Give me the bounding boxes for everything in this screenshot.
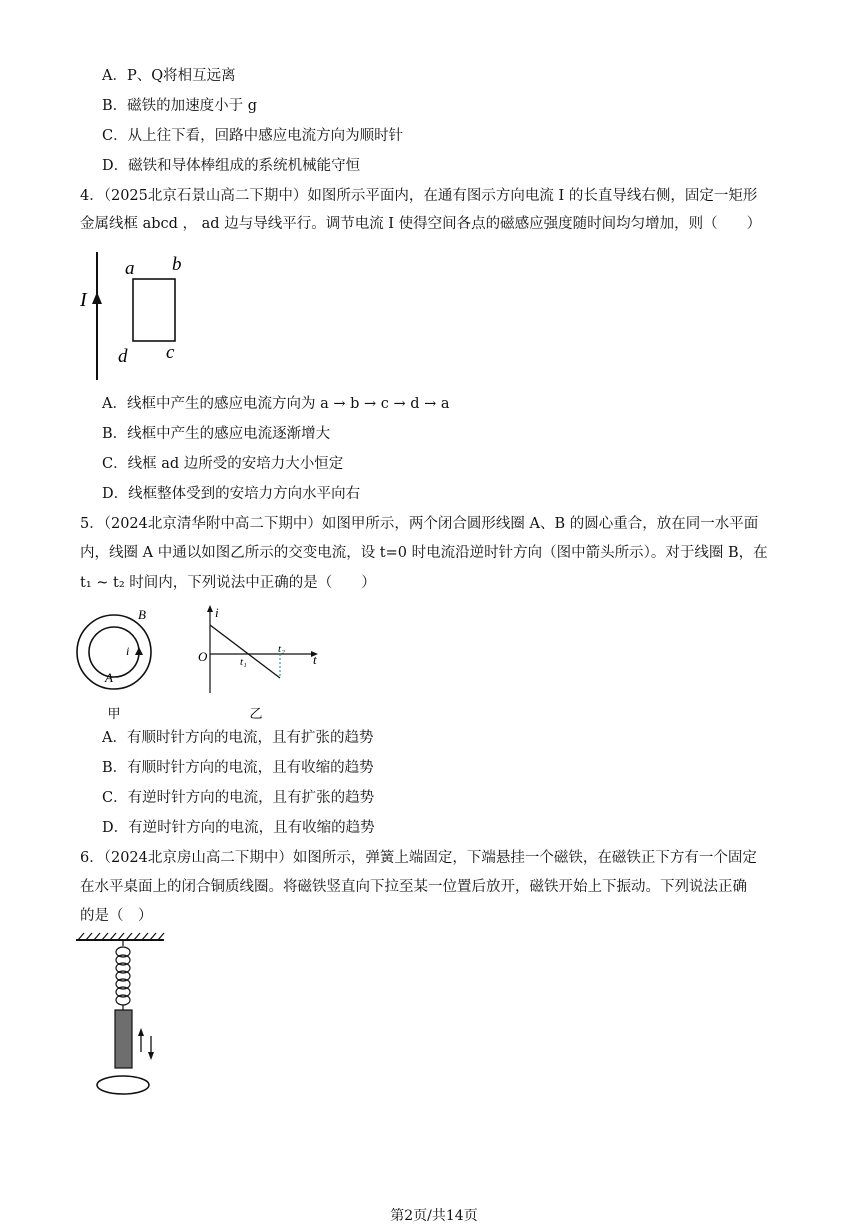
q5-option-d: D．有逆时针方向的电流，且有收缩的趋势 [102,820,375,836]
q4-stem-line2: 金属线框 abcd ， ad 边与导线平行。调节电流 I 使得空间各点的磁感应强度随时间均匀增加，则（ ） [80,216,762,232]
q5-stem-line2: 内，线圈 A 中通以如图乙所示的交变电流，设 t=0 时电流沿逆时针方向（图中箭头所示）。对于线圈 B，在 [80,545,768,561]
up-arrow-icon [138,1028,144,1036]
coil-a [89,627,139,677]
option-prev-c: C．从上往下看，回路中感应电流方向为顺时针 [102,128,404,144]
q4-option-b: B．线框中产生的感应电流逐渐增大 [102,426,331,442]
label-coil-a: A [105,670,113,685]
label-t2: t₂ [278,643,285,655]
q6-stem-line2: 在水平桌面上的闭合铜质线圈。将磁铁竖直向下拉至某一位置后放开，磁铁开始上下振动。下列说法正确 [80,879,747,895]
label-d: d [118,346,128,367]
label-axis-t: t [313,652,317,667]
magnet [115,1010,132,1068]
q5-option-a: A．有顺时针方向的电流，且有扩张的趋势 [102,730,374,746]
option-prev-d: D．磁铁和导体棒组成的系统机械能守恒 [102,158,361,174]
q5-stem-line1: 5．（2024北京清华附中高二下期中）如图甲所示，两个闭合圆形线圈 A、B 的圆心重合，放在同一水平面 [80,516,759,532]
q5-figure-graph [196,605,336,720]
option-prev-b: B．磁铁的加速度小于 g [102,98,258,114]
q4-option-c: C．线框 ad 边所受的安培力大小恒定 [102,456,344,472]
wire-frame [133,279,175,341]
label-current-i: I [80,289,87,311]
label-b: b [172,254,182,275]
label-t1: t₁ [240,656,247,668]
copper-coil [97,1076,149,1094]
q4-stem-line1: 4．（2025北京石景山高二下期中）如图所示平面内，在通有图示方向电流 I 的长直导线右侧，固定一矩形 [80,188,758,204]
q5-figure-coils [74,605,174,720]
option-prev-a: A．P、Q将相互远离 [102,68,236,84]
caption-yi: 乙 [249,707,263,722]
label-origin: O [198,649,208,664]
q5-option-b: B．有顺时针方向的电流，且有收缩的趋势 [102,760,374,776]
q4-option-d: D．线框整体受到的安培力方向水平向右 [102,486,361,502]
q4-figure [78,246,198,386]
q6-stem-line3: 的是（ ） [80,908,153,924]
q5-stem-line3: t₁ ~ t₂ 时间内，下列说法中正确的是（ ） [80,575,376,591]
current-waveform [210,625,280,678]
caption-jia: 甲 [107,707,121,722]
down-arrow-icon [148,1052,154,1060]
current-arrow-icon [92,292,102,304]
i-axis-arrow-icon [207,605,213,612]
label-a: a [125,258,135,279]
q6-figure [72,932,182,1097]
q6-stem-line1: 6．（2024北京房山高二下期中）如图所示，弹簧上端固定，下端悬挂一个磁铁，在磁铁正下方有一个固定 [80,850,757,866]
ceiling-hatch [78,933,164,940]
label-c: c [166,342,175,363]
label-coil-b: B [138,607,146,622]
spring [116,947,130,1005]
q4-option-a: A．线框中产生的感应电流方向为 a → b → c → d → a [102,396,450,412]
label-axis-i: i [215,605,219,620]
page-footer: 第2页/共14页 [390,1208,478,1224]
ccw-arrow-icon [135,647,143,655]
q5-option-c: C．有逆时针方向的电流，且有扩张的趋势 [102,790,375,806]
label-coil-current: i [126,644,130,658]
